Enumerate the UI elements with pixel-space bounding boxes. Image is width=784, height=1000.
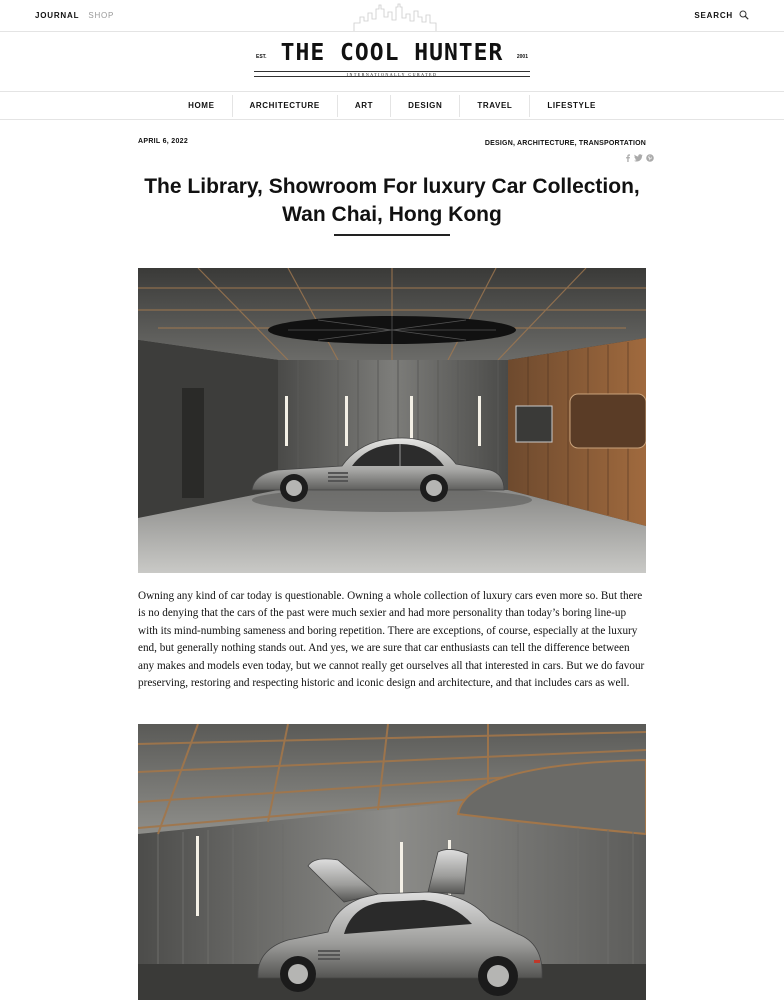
city-skyline-icon — [352, 3, 440, 31]
article-title-line1: The Library, Showroom For luxury Car Collection, — [144, 175, 640, 198]
facebook-icon[interactable] — [625, 154, 631, 162]
nav-item-home[interactable]: HOME — [171, 95, 232, 117]
logo-year: 2001 — [516, 54, 528, 60]
article-body-paragraph: Owning any kind of car today is questionable. Owning a whole collection of luxury cars even more so. But there is no denying that the cars of the past were much sexier and had more personality than today’s boring line-up with its mind-numbing sameness and boring repetition. There are exceptions, of course, especially at the luxury end, but generally nothing stands out. And yes, we are sure that car enthusiasts can tell the difference between any makes and models even today, but we cannot really get ourselves all that interested in cars. But we do favour preserving, restoring and respecting historic and iconic design and architecture, and that includes cars as well. — [138, 590, 645, 690]
search-control[interactable] — [694, 10, 749, 20]
logo-title: THE COOL HUNTER — [280, 40, 504, 66]
article-photo-gullwing-doors-open[interactable] — [138, 724, 646, 1000]
share-icons — [625, 154, 654, 162]
article-date: APRIL 6, 2022 — [138, 138, 189, 145]
nav-item-design[interactable]: DESIGN — [391, 95, 460, 117]
search-label: SEARCH — [694, 10, 733, 20]
nav-item-travel[interactable]: TRAVEL — [460, 95, 530, 117]
main-navigation — [0, 91, 784, 120]
logo-est: EST. — [256, 54, 267, 60]
logo-tagline: INTERNATIONALLY CURATED — [346, 72, 438, 77]
article-title-line2: Wan Chai, Hong Kong — [282, 203, 502, 226]
top-links — [35, 11, 120, 20]
pinterest-icon[interactable] — [646, 154, 654, 162]
twitter-icon[interactable] — [634, 154, 643, 162]
nav-item-architecture[interactable]: ARCHITECTURE — [233, 95, 338, 117]
article-categories[interactable]: DESIGN, ARCHITECTURE, TRANSPORTATION — [484, 140, 646, 147]
shop-link[interactable]: SHOP — [88, 11, 115, 20]
journal-link[interactable]: JOURNAL — [35, 11, 80, 20]
nav-item-art[interactable]: ART — [338, 95, 391, 117]
article-title — [120, 173, 664, 229]
article-photo-showroom-wide[interactable] — [138, 268, 646, 573]
nav-item-lifestyle[interactable]: LIFESTYLE — [547, 100, 596, 110]
top-utility-bar — [0, 0, 784, 32]
logo-rule-bottom — [254, 76, 530, 77]
search-icon[interactable] — [739, 10, 749, 20]
title-underline — [334, 234, 450, 236]
site-logo[interactable] — [252, 40, 532, 82]
